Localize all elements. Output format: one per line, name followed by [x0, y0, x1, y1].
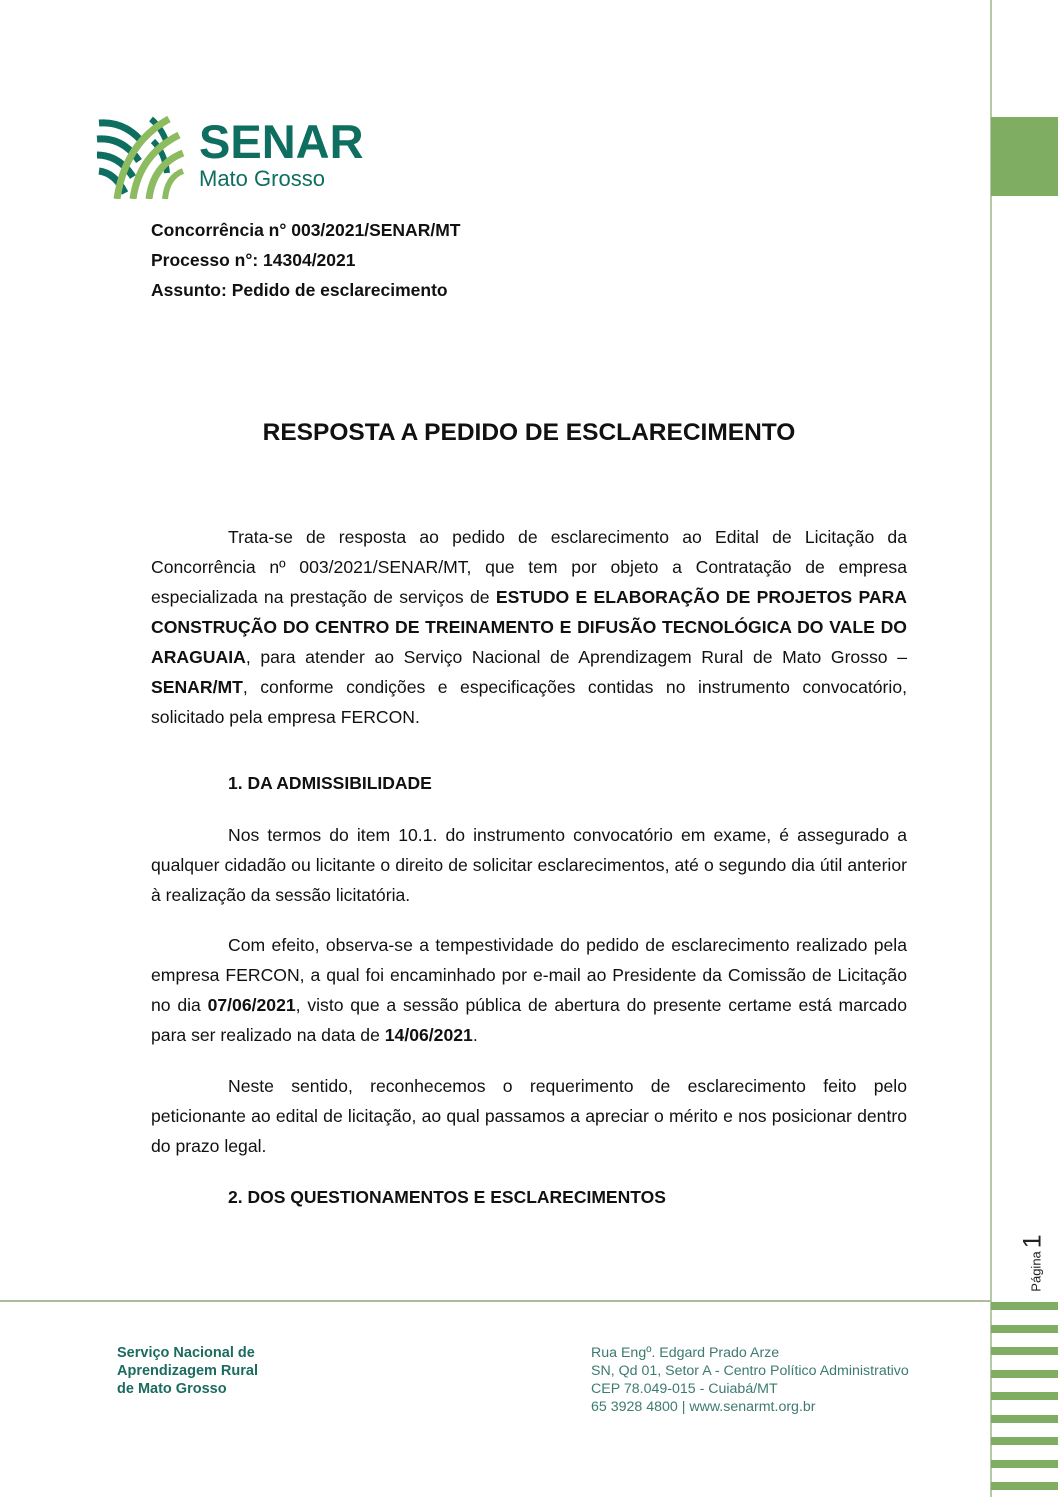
meta-assunto: Assunto: Pedido de esclarecimento: [151, 280, 448, 300]
meta-processo: Processo n°: 14304/2021: [151, 250, 356, 270]
footer-stripe: [991, 1482, 1058, 1490]
admissibility-paragraph-1: Nos termos do item 10.1. do instrumento convocatório em exame, é assegurado a qualquer cidadão ou licitante o direito de solicitar esclarecimentos, até o segundo dia útil anterior à realização da sessão licitatória.: [151, 825, 907, 905]
footer-contact: 65 3928 4800 | www.senarmt.org.br: [591, 1399, 816, 1415]
intro-object-bold: ESTUDO E ELABORAÇÃO DE PROJETOS PARA CONSTRUÇÃO DO CENTRO DE TREINAMENTO E DIFUSÃO TECNOLÓGICA DO VALE DO ARAGUAIA: [151, 587, 908, 667]
footer-organization: [117, 1344, 258, 1398]
footer-stripe: [991, 1415, 1058, 1423]
admissibility-paragraph-2: [151, 930, 907, 1050]
document-meta: [151, 215, 460, 305]
page-number: [1018, 1226, 1048, 1300]
section-2-heading: 2. DOS QUESTIONAMENTOS E ESCLARECIMENTOS: [228, 1187, 666, 1207]
admissibility-paragraph-3: Neste sentido, reconhecemos o requerimento de esclarecimento feito pelo peticionante ao edital de licitação, ao qual passamos a apreciar o mérito e nos posicionar dentro do prazo legal.: [151, 1076, 907, 1156]
intro-text: , para atender ao Serviço Nacional de Aprendizagem Rural de Mato Grosso –: [245, 647, 907, 667]
footer-stripe: [991, 1325, 1058, 1333]
footer-stripe: [991, 1437, 1058, 1445]
footer-district: SN, Qd 01, Setor A - Centro Político Administrativo: [591, 1363, 909, 1379]
footer-street: Rua Engº. Edgard Prado Arze: [591, 1345, 780, 1361]
paragraph-text: .: [472, 1025, 478, 1045]
footer-stripe: [991, 1460, 1058, 1468]
right-margin-rule: [990, 0, 992, 1497]
footer-stripe: [991, 1392, 1058, 1400]
meta-concorrencia: Concorrência n° 003/2021/SENAR/MT: [151, 220, 461, 240]
footer-org-line: de Mato Grosso: [117, 1381, 227, 1397]
footer-org-line: Serviço Nacional de: [117, 1345, 255, 1361]
paragraph-text: Com efeito, observa-se a tempestividade do pedido de esclarecimento realizado pela empresa FERCON, a qual foi encaminhado por e-mail ao Presidente da Comissão de Licitação no dia: [151, 935, 907, 1015]
footer-address: [591, 1344, 909, 1416]
senar-logo-mark-icon: [95, 113, 185, 199]
logo-subtitle: Mato Grosso: [199, 166, 325, 191]
footer-stripe: [991, 1370, 1058, 1378]
intro-paragraph: [151, 522, 907, 732]
page-value: 1: [1018, 1234, 1047, 1249]
document-title: RESPOSTA A PEDIDO DE ESCLARECIMENTO: [262, 419, 796, 446]
intro-entity-bold: SENAR/MT: [151, 677, 243, 697]
footer-org-line: Aprendizagem Rural: [117, 1363, 258, 1379]
intro-text: , conforme condições e especificações contidas no instrumento convocatório, solicitado pela empresa FERCON.: [151, 677, 907, 727]
footer-cep: CEP 78.049-015 - Cuiabá/MT: [591, 1381, 778, 1397]
logo-wordmark: SENAR: [199, 115, 364, 168]
section-1-heading: 1. DA ADMISSIBILIDADE: [228, 773, 432, 793]
footer-rule: [0, 1300, 991, 1302]
paragraph-text: , visto que a sessão pública de abertura do presente certame está marcado para ser realizado na data de: [151, 995, 907, 1045]
senar-logo: [95, 113, 370, 201]
intro-text: Trata-se de resposta ao pedido de esclarecimento ao Edital de Licitação da Concorrência nº 003/2021/SENAR/MT, que tem por objeto a Contratação de empresa especializada na prestação de serviços de: [151, 527, 907, 607]
footer-stripe: [991, 1302, 1058, 1310]
header-accent-block: [991, 117, 1058, 196]
footer-stripe: [991, 1347, 1058, 1355]
request-date: 07/06/2021: [207, 995, 296, 1015]
session-date: 14/06/2021: [384, 1025, 473, 1045]
page-label: Página: [1028, 1251, 1044, 1292]
